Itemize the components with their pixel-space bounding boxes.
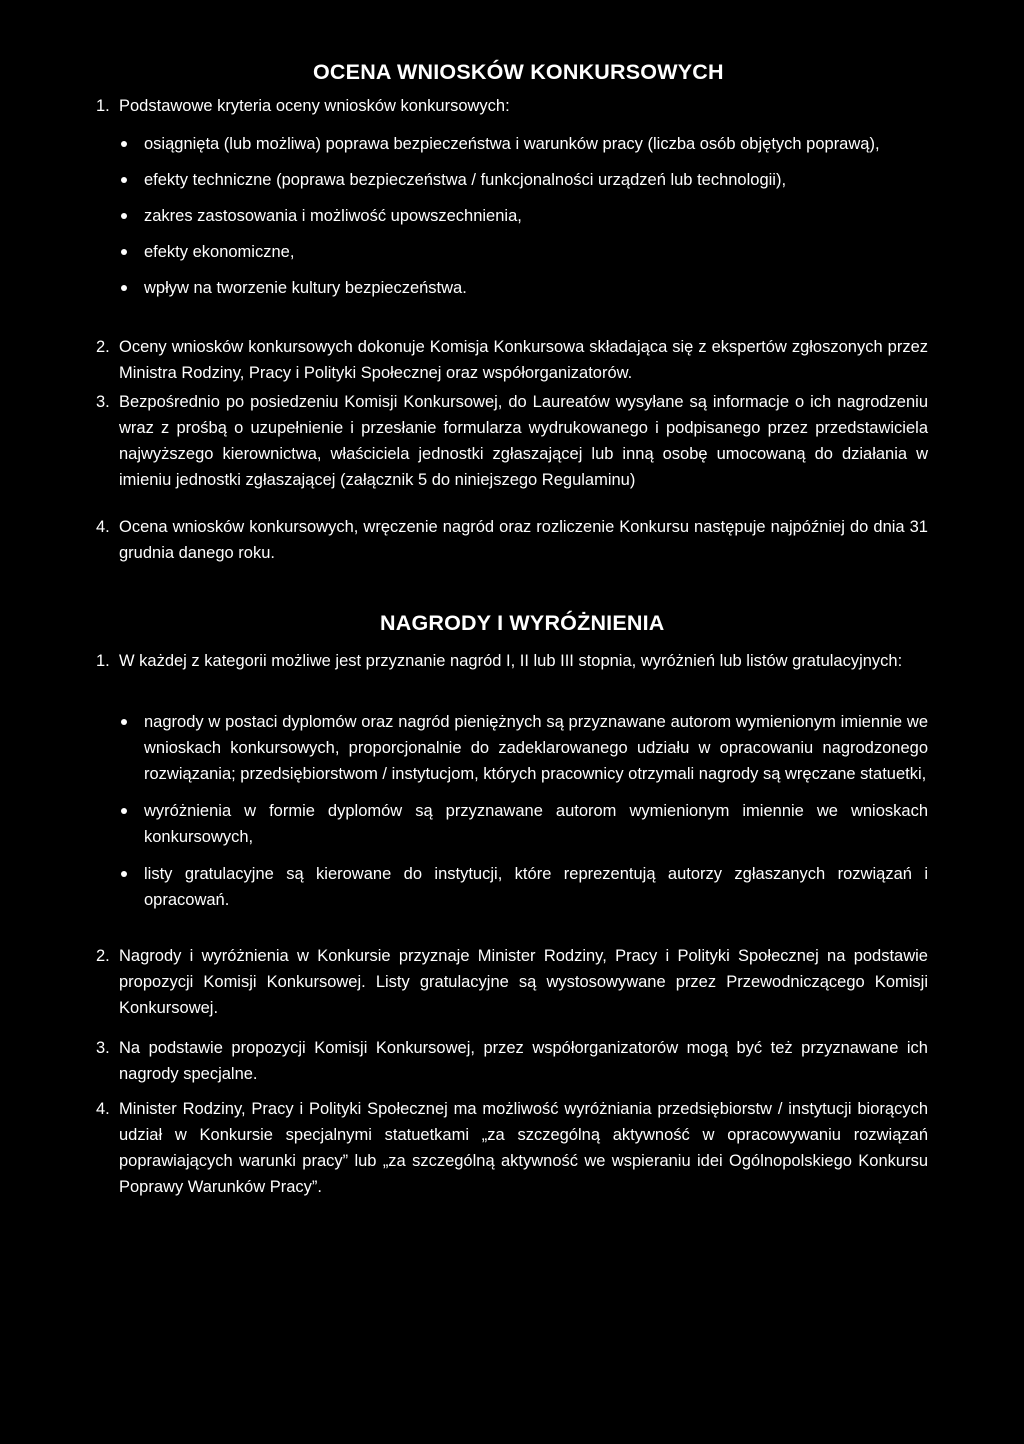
list-item: nagrody w postaci dyplomów oraz nagród pieniężnych są przyznawane autorom wymienionym imiennie we wnioskach konkursowych, proporcjonalnie do zadeklarowanego udziału w opracowaniu nagrodzonego rozwiązania; przedsiębiorstwom / instytucjom, których pracownicy otrzymali nagrody są wręczane statuetki, xyxy=(118,709,928,787)
section2-item-2 xyxy=(96,943,928,1021)
section1-item-1 xyxy=(96,93,928,119)
item-text: Ocena wniosków konkursowych, wręczenie nagród oraz rozliczenie Konkursu następuje najpóźniej do dnia 31 grudnia danego roku. xyxy=(119,518,928,562)
section1-item-2 xyxy=(96,334,928,386)
list-item: zakres zastosowania i możliwość upowszechnienia, xyxy=(118,203,928,229)
list-item: efekty ekonomiczne, xyxy=(118,239,928,265)
item-number: 4. xyxy=(96,518,110,536)
section-title-ocena: OCENA WNIOSKÓW KONKURSOWYCH xyxy=(313,60,724,84)
item-number: 3. xyxy=(96,1039,110,1057)
item-text: Bezpośrednio po posiedzeniu Komisji Konkursowej, do Laureatów wysyłane są informacje o ich nagrodzeniu wraz z prośbą o uzupełnienie i przesłanie formularza wydrukowanego i podpisanego przez przedstawiciela najwyższego kierownictwa, właściciela jednostki zgłaszającej lub inną osobę umocowaną do działania w imieniu jednostki zgłaszającej (załącznik 5 do niniejszego Regulaminu) xyxy=(119,393,928,489)
section2-item-4 xyxy=(96,1096,928,1200)
item-text: Minister Rodziny, Pracy i Polityki Społecznej ma możliwość wyróżniania przedsiębiorstw / instytucji biorących udział w Konkursie specjalnymi statuetkami „za szczególną aktywność w opracowywaniu rozwiązań poprawiających warunki pracy” lub „za szczególną aktywność we wspieraniu idei Ogólnopolskiego Konkursu Poprawy Warunków Pracy”. xyxy=(119,1100,928,1196)
criteria-bullet-list xyxy=(118,131,928,301)
list-item: wpływ na tworzenie kultury bezpieczeństwa. xyxy=(118,275,928,301)
section2-item-1 xyxy=(96,648,928,674)
list-item: listy gratulacyjne są kierowane do instytucji, które reprezentują autorzy zgłaszanych rozwiązań i opracowań. xyxy=(118,861,928,913)
item-text: Oceny wniosków konkursowych dokonuje Komisja Konkursowa składająca się z ekspertów zgłoszonych przez Ministra Rodziny, Pracy i Polityki Społecznej oraz współorganizatorów. xyxy=(119,338,928,382)
item-number: 1. xyxy=(96,652,110,670)
item-number: 1. xyxy=(96,97,110,115)
item-number: 2. xyxy=(96,338,110,356)
item-number: 3. xyxy=(96,393,110,411)
item-text: Nagrody i wyróżnienia w Konkursie przyznaje Minister Rodziny, Pracy i Polityki Społecznej na podstawie propozycji Komisji Konkursowej. Listy gratulacyjne są wystosowywane przez Przewodniczącego Komisji Konkursowej. xyxy=(119,947,928,1017)
list-item: osiągnięta (lub możliwa) poprawa bezpieczeństwa i warunków pracy (liczba osób objętych poprawą), xyxy=(118,131,928,157)
section1-item-4 xyxy=(96,514,928,566)
section1-item-3 xyxy=(96,389,928,493)
item-number: 4. xyxy=(96,1100,110,1118)
item-text: Podstawowe kryteria oceny wniosków konkursowych: xyxy=(119,97,510,115)
item-text: Na podstawie propozycji Komisji Konkursowej, przez współorganizatorów mogą być też przyznawane ich nagrody specjalne. xyxy=(119,1039,928,1083)
section2-item-3 xyxy=(96,1035,928,1087)
awards-bullet-list xyxy=(118,709,928,913)
section-title-nagrody: NAGRODY I WYRÓŻNIENIA xyxy=(380,611,665,635)
item-text: W każdej z kategorii możliwe jest przyznanie nagród I, II lub III stopnia, wyróżnień lub listów gratulacyjnych: xyxy=(119,652,903,670)
list-item: efekty techniczne (poprawa bezpieczeństwa / funkcjonalności urządzeń lub technologii), xyxy=(118,167,928,193)
item-number: 2. xyxy=(96,947,110,965)
list-item: wyróżnienia w formie dyplomów są przyznawane autorom wymienionym imiennie we wnioskach konkursowych, xyxy=(118,798,928,850)
